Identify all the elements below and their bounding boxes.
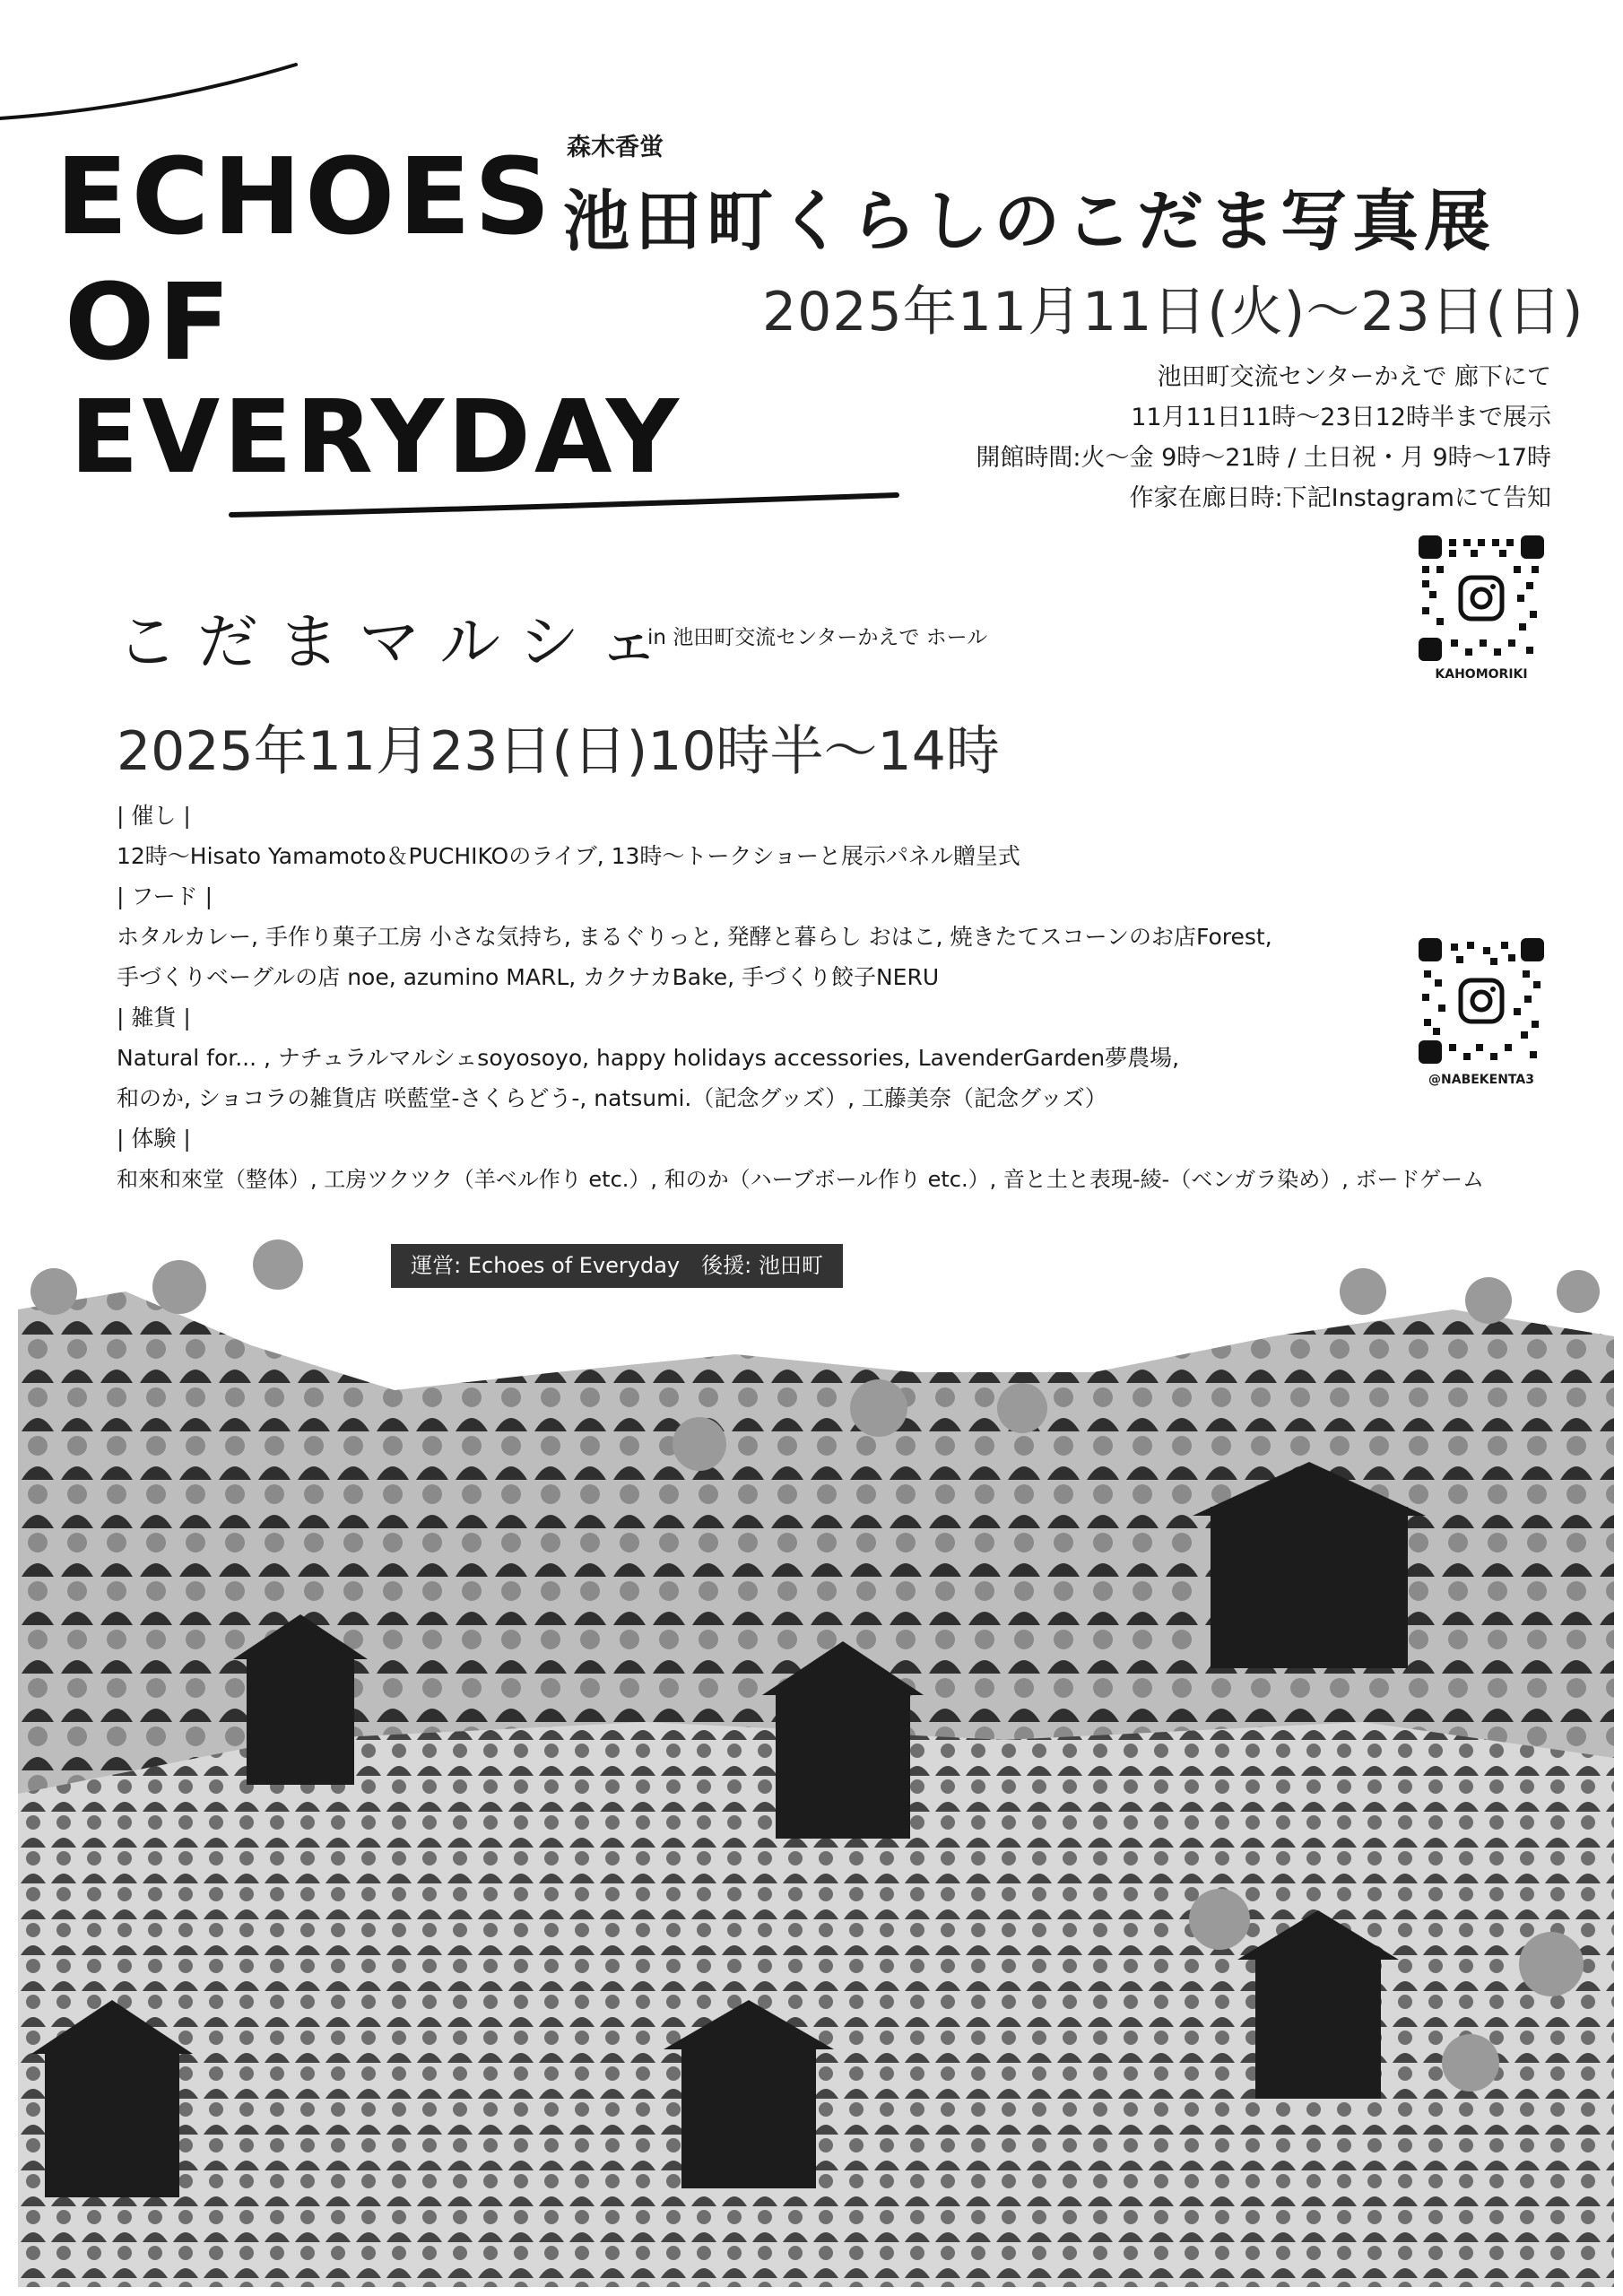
logo-line-1: ECHOES (56, 135, 554, 258)
exhibition-title: 池田町くらしのこだま写真展 (563, 183, 1496, 260)
author-name: 森木香蛍 (567, 134, 664, 161)
program-head-experience: | 体験 | (117, 1126, 191, 1152)
marche-title: こだまマルシェ (117, 607, 679, 678)
program-line-goods-1: Natural for... , ナチュラルマルシェsoyosoyo, happy holidays accessories, LavenderGarden夢農場, (117, 1045, 1180, 1071)
exhibition-info-3: 開館時間:火〜金 9時〜21時 / 土日祝・月 9時〜17時 (976, 444, 1551, 472)
qr-caption-1: KAHOMORIKI (1435, 667, 1528, 682)
program-line-events: 12時〜Hisato Yamamoto＆PUCHIKOのライブ, 13時〜トークショーと展示パネル贈呈式 (117, 843, 1020, 869)
logo-line-3: EVERYDAY (70, 379, 682, 496)
program-head-goods: | 雑貨 | (117, 1004, 191, 1031)
program-line-experience: 和來和來堂（整体）, 工房ツクツク（羊ベル作り etc.）, 和のか（ハーブボール作り etc.）, 音と土と表現-綾-（ベンガラ染め）, ボードゲーム (117, 1167, 1484, 1192)
underline-stroke (231, 495, 897, 515)
exhibition-info-1: 池田町交流センターかえで 廊下にて (1157, 363, 1551, 391)
exhibition-date: 2025年11月11日(火)〜23日(日) (762, 281, 1584, 344)
program-line-food-2: 手づくりベーグルの店 noe, azumino MARL, カクナカBake, 手づくり餃子NERU (117, 964, 940, 990)
qr-caption-2: @NABEKENTA3 (1428, 1073, 1534, 1087)
program-head-events: | 催し | (117, 803, 191, 829)
instagram-icon (1461, 980, 1502, 1022)
program-line-goods-2: 和のか, ショコラの雑貨店 咲藍堂-さくらどう-, natsumi.（記念グッズ）, 工藤美奈（記念グッズ） (117, 1085, 1107, 1111)
marche-date: 2025年11月23日(日)10時半〜14時 (117, 720, 1000, 783)
exhibition-info-2: 11月11日11時〜23日12時半まで展示 (1131, 404, 1551, 431)
photo-collage (18, 1238, 1614, 2287)
logo-line-2: OF (65, 260, 234, 384)
marche-location: in 池田町交流センターかえで ホール (647, 626, 988, 649)
organizer-badge: 運営: Echoes of Everyday 後援: 池田町 (391, 1244, 843, 1288)
qr-code-kahomoriki[interactable] (1419, 535, 1544, 661)
exhibition-info-4: 作家在廊日時:下記Instagramにて告知 (1129, 484, 1551, 512)
program-line-food-1: ホタルカレー, 手作り菓子工房 小さな気持ち, まるぐりっと, 発酵と暮らし おはこ, 焼きたてスコーンのお店Forest, (117, 924, 1272, 950)
program-head-food: | フード | (117, 883, 213, 909)
top-curve-stroke (0, 65, 296, 118)
qr-code-nabekenta3[interactable] (1419, 938, 1544, 1064)
instagram-icon (1461, 578, 1502, 619)
